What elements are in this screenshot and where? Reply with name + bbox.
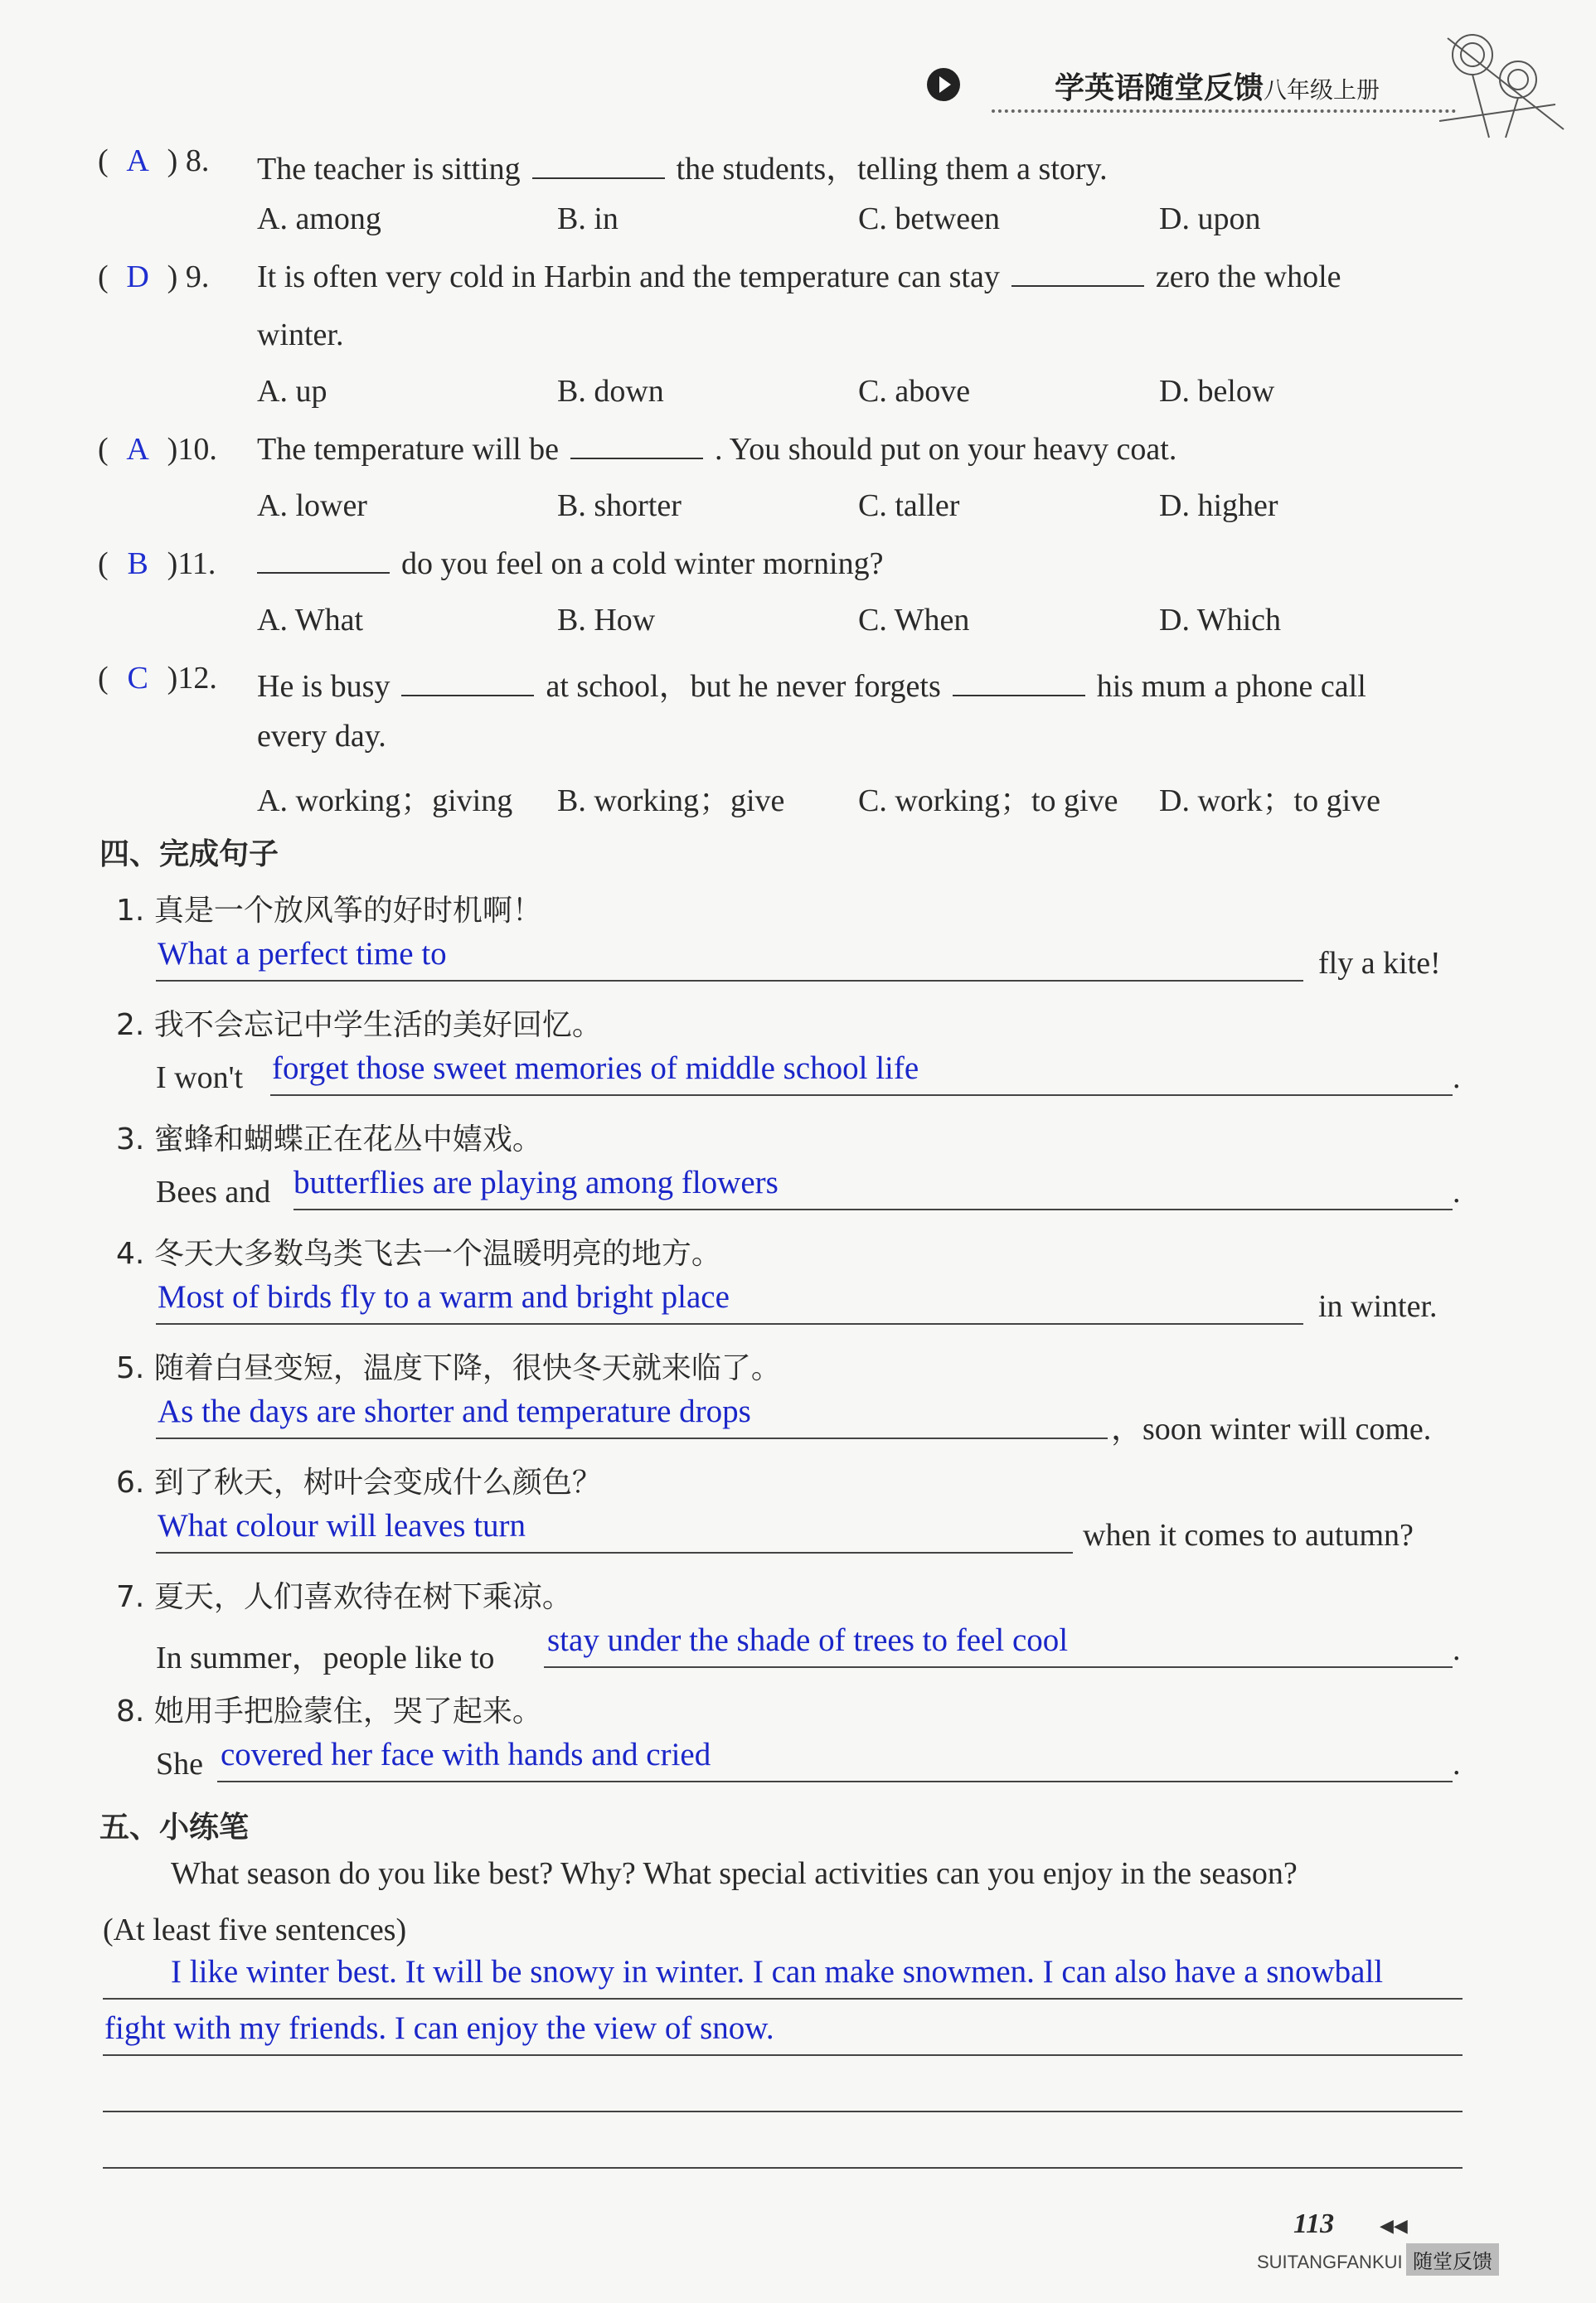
answer-text: butterflies are playing among flowers [293,1165,779,1200]
answer-line [544,1666,1453,1668]
sentence-prefix: I won't [156,1060,244,1095]
writing-line [103,2111,1463,2112]
mc-question-10: The temperature will be . You should put on your heavy coat. [257,432,1177,467]
mc-answer: A [126,432,149,467]
sentence-suffix: when it comes to autumn? [1083,1518,1414,1553]
mc-item-9: ( D ) 9. [98,259,210,294]
mc-option: D. upon [1159,201,1261,236]
writing-prompt-note: (At least five sentences) [103,1913,407,1947]
footer-tag: 随堂反馈 [1406,2243,1499,2276]
mc-item-11: ( B )11. [98,546,216,581]
answer-text: forget those sweet memories of middle school life [272,1050,919,1086]
answer-text: What colour will leaves turn [158,1508,526,1544]
writing-prompt: What season do you like best? Why? What special activities can you enjoy in the season? [171,1856,1298,1891]
sentence-prompt: 5. 随着白昼变短，温度下降，很快冬天就来临了。 [116,1351,781,1385]
writing-answer-line-1: I like winter best. It will be snowy in winter. I can make snowmen. I can also have a snowball [171,1954,1384,1990]
writing-line [103,2054,1463,2056]
mc-option: A. lower [257,488,367,523]
answer-line [156,980,1303,982]
answer-text: What a perfect time to [158,936,447,972]
sentence-prompt: 4. 冬天大多数鸟类飞去一个温暖明亮的地方。 [116,1237,721,1271]
answer-text: Most of birds fly to a warm and bright place [158,1279,730,1315]
mc-option: B. How [557,603,656,638]
sentence-prompt: 7. 夏天，人们喜欢待在树下乘凉。 [116,1580,572,1614]
mc-question-11: do you feel on a cold winter morning? [245,545,883,582]
mc-option: B. down [557,374,664,409]
mc-option: D. higher [1159,488,1278,523]
sunflower-icon [1423,22,1572,146]
sentence-prompt: 1. 真是一个放风筝的好时机啊！ [116,894,542,928]
play-icon [927,68,960,101]
writing-line [103,1998,1463,2000]
mc-option: D. Which [1159,603,1282,638]
mc-option: B. shorter [557,488,682,523]
mc-item-12: ( C )12. [98,661,217,696]
mc-option: D. below [1159,374,1275,409]
sentence-prompt: 2. 我不会忘记中学生活的美好回忆。 [116,1008,602,1042]
mc-option: A. What [257,603,364,638]
answer-text: covered her face with hands and cried [221,1737,711,1772]
sentence-prompt: 6. 到了秋天，树叶会变成什么颜色？ [116,1466,602,1500]
writing-answer-line-2: fight with my friends. I can enjoy the view of snow. [104,2010,774,2046]
mc-option: C. above [858,374,971,409]
mc-option: B. in [557,201,619,236]
mc-option: A. up [257,374,327,409]
mc-question-12: He is busy at school，but he never forgets his mum a phone call [257,669,1366,704]
sentence-prefix: Bees and [156,1175,271,1210]
sentence-prompt: 8. 她用手把脸蒙住，哭了起来。 [116,1695,542,1728]
answer-line [156,1323,1303,1325]
sentence-suffix: . [1453,1175,1461,1210]
double-arrow-icon: ◀◀ [1380,2215,1408,2236]
answer-text: stay under the shade of trees to feel cool [547,1622,1069,1658]
mc-option: D. work；to give [1159,783,1381,818]
header-divider [992,109,1456,113]
mc-answer: D [126,259,149,294]
mc-question-cont: winter. [257,318,344,352]
section-title: 五、小练笔 [99,1811,250,1845]
writing-line [103,2167,1463,2169]
mc-option: C. When [858,603,970,638]
footer-brand: SUITANGFANKUI [1257,2252,1403,2272]
mc-option: C. working；to give [858,783,1118,818]
mc-question-8: The teacher is sitting the students，telling them a story. [257,152,1108,187]
mc-option: C. taller [858,488,960,523]
answer-line [156,1552,1073,1554]
mc-answer: A [126,143,149,178]
answer-line [156,1438,1108,1439]
mc-answer: C [127,661,148,696]
mc-option: C. between [858,201,1000,236]
sentence-suffix: in winter. [1318,1289,1438,1324]
answer-line [293,1209,1453,1210]
mc-option: A. working；giving [257,783,513,818]
mc-option: A. among [257,201,381,236]
sentence-prefix: She [156,1747,203,1782]
sentence-suffix: . [1453,1632,1461,1667]
sentence-suffix: . [1453,1060,1461,1095]
page-number: 113 [1293,2208,1335,2239]
section-title: 四、完成句子 [99,837,279,871]
answer-line [270,1094,1453,1096]
mc-item-8: ( A ) 8. [98,143,210,178]
sentence-prompt: 3. 蜜蜂和蝴蝶正在花丛中嬉戏。 [116,1122,542,1156]
sentence-prefix: In summer，people like to [156,1641,495,1675]
sentence-suffix: ，soon winter will come. [1111,1412,1432,1447]
mc-question-cont: every day. [257,719,386,754]
header-title: 学英语随堂反馈八年级上册 [1055,71,1380,105]
sentence-suffix: fly a kite! [1318,946,1441,981]
mc-question-9: It is often very cold in Harbin and the temperature can stay zero the whole [257,259,1341,294]
answer-text: As the days are shorter and temperature drops [158,1394,751,1429]
answer-line [217,1781,1453,1782]
sentence-suffix: . [1453,1747,1461,1782]
mc-answer: B [127,546,148,581]
mc-item-10: ( A )10. [98,432,217,467]
mc-option: B. working；give [557,783,785,818]
